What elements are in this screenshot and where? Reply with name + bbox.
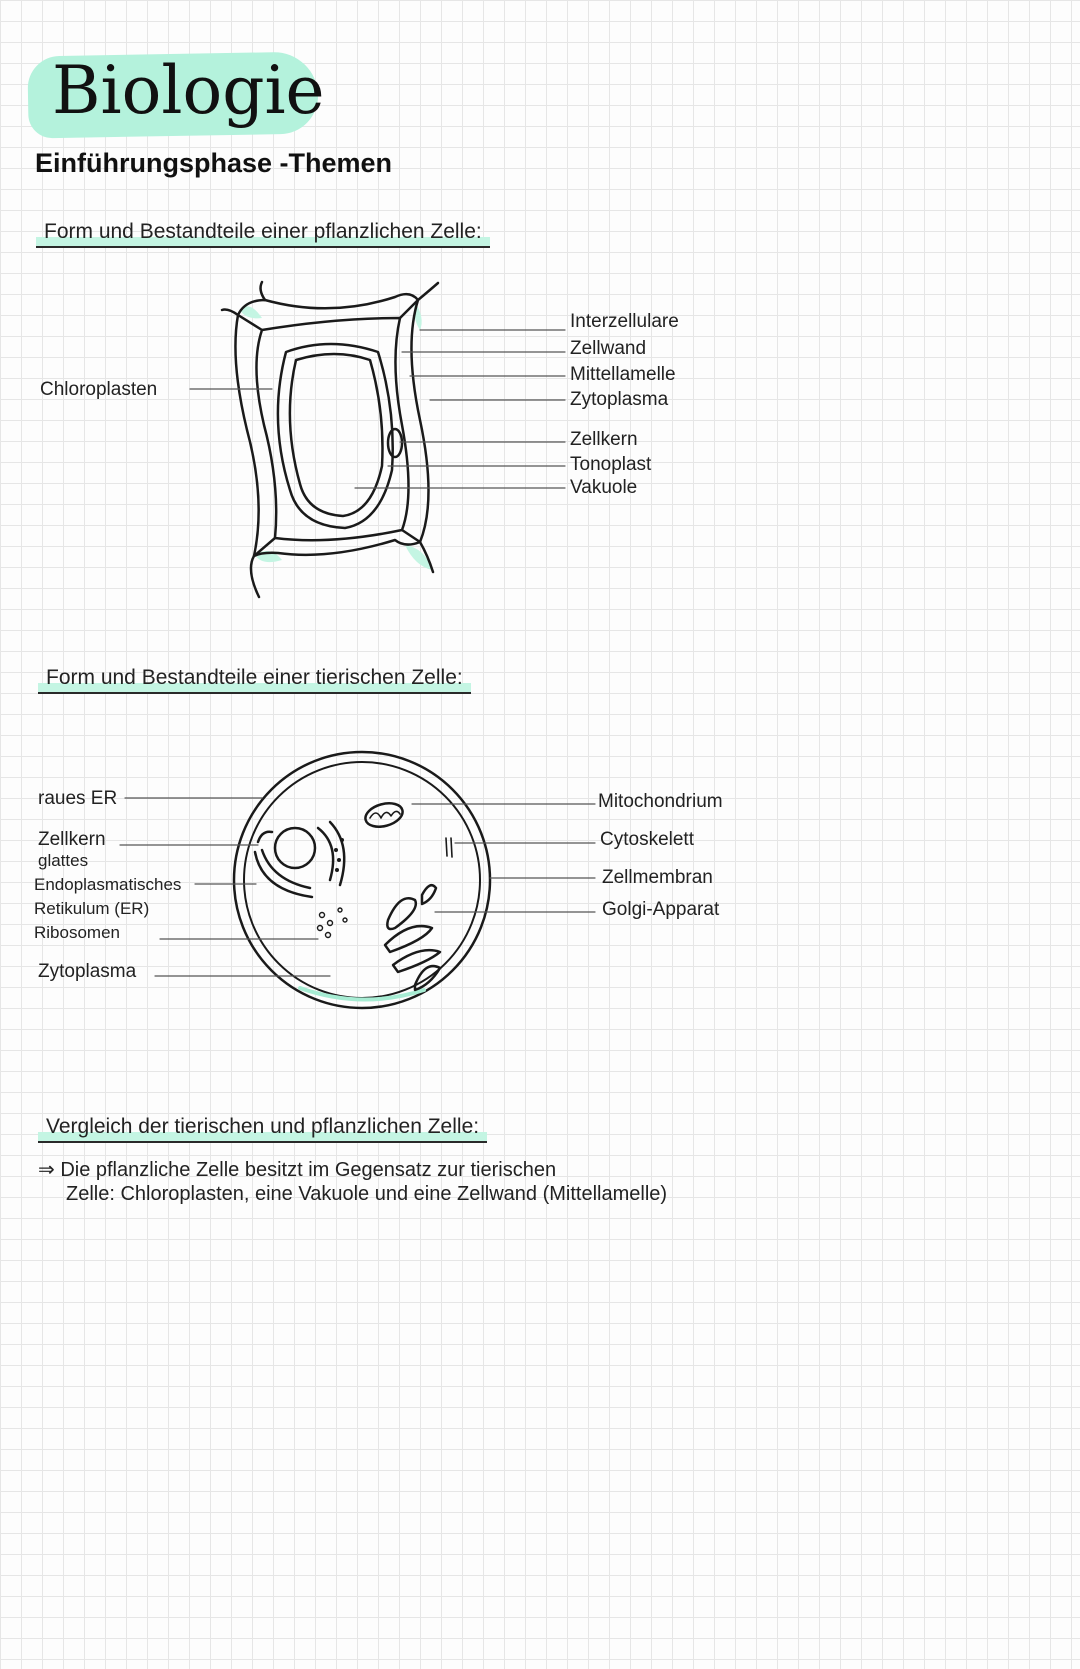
page-subtitle: Einführungsphase -Themen — [35, 148, 393, 178]
label-mitochondrium: Mitochondrium — [598, 791, 723, 812]
label-zellmembran: Zellmembran — [602, 867, 713, 888]
label-zellkern-animal: Zellkern — [38, 829, 106, 850]
label-endoplasmatisches: Endoplasmatisches — [34, 875, 182, 894]
label-vakuole: Vakuole — [570, 477, 638, 498]
label-zellwand: Zellwand — [570, 338, 647, 359]
plant-cell-diagram — [190, 282, 565, 597]
comparison-heading: Vergleich der tierischen und pflanzlichen Zelle: — [38, 1115, 487, 1143]
label-ribosomen: Ribosomen — [34, 923, 120, 942]
title-block — [22, 42, 325, 142]
label-interzellulare: Interzellulare — [570, 311, 679, 332]
label-golgi-apparat: Golgi-Apparat — [602, 899, 720, 920]
label-cytoskelett: Cytoskelett — [600, 829, 694, 850]
comparison-line-1: ⇒ Die pflanzliche Zelle besitzt im Gegensatz zur tierischen — [38, 1159, 557, 1181]
label-tonoplast: Tonoplast — [570, 454, 652, 475]
label-zytoplasma-plant: Zytoplasma — [570, 389, 669, 410]
animal-cell-heading: Form und Bestandteile einer tierischen Zelle: — [38, 666, 471, 694]
comparison-text — [38, 1158, 898, 1206]
label-chloroplasten: Chloroplasten — [40, 379, 158, 400]
comparison-line-2: Zelle: Chloroplasten, eine Vakuole und eine Zellwand (Mittellamelle) — [66, 1183, 668, 1205]
label-retikulum: Retikulum (ER) — [34, 899, 150, 918]
label-mittellamelle: Mittellamelle — [570, 364, 676, 385]
label-zellkern-plant: Zellkern — [570, 429, 638, 450]
label-zytoplasma-animal: Zytoplasma — [38, 961, 137, 982]
plant-cell-heading: Form und Bestandteile einer pflanzlichen Zelle: — [36, 220, 490, 248]
label-raues-er: raues ER — [38, 788, 118, 809]
animal-cell-diagram — [120, 752, 595, 1008]
page-title: Biologie — [52, 52, 325, 129]
label-glattes: glattes — [38, 851, 89, 870]
